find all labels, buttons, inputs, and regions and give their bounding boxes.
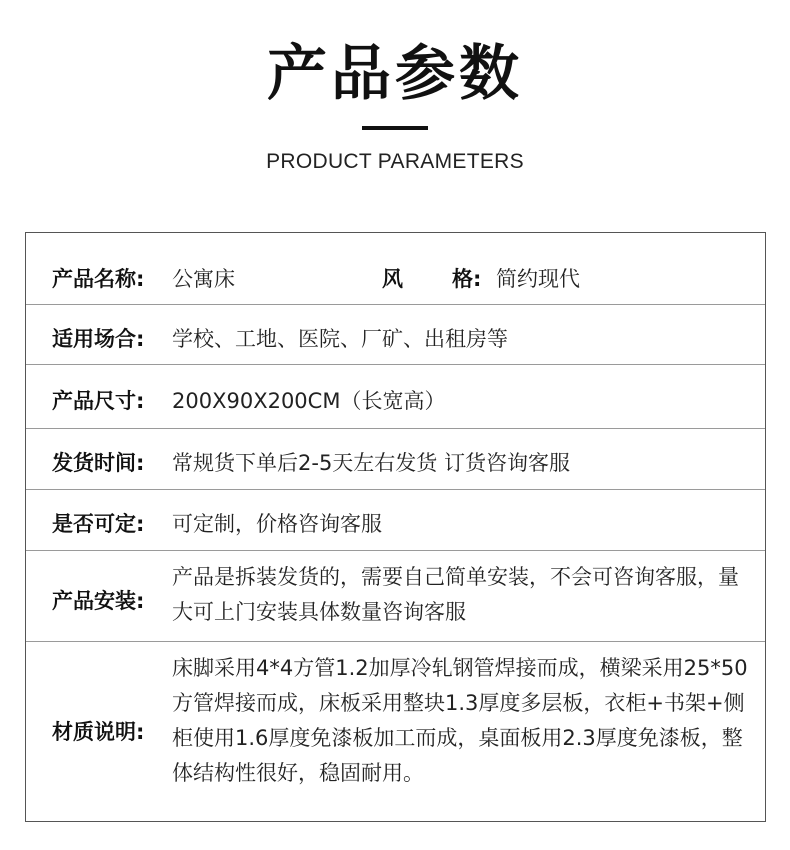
install-label: 产品安装: [52,589,145,613]
page-subtitle: PRODUCT PARAMETERS [266,150,524,173]
row-material [26,642,765,822]
ship-value: 常规货下单后2-5天左右发货 订货咨询客服 [172,451,570,475]
parameters-table [25,232,766,822]
custom-label: 是否可定: [52,512,145,536]
name-label: 产品名称: [52,267,145,291]
title-underline [362,126,428,130]
occasion-value: 学校、工地、医院、厂矿、出租房等 [172,327,508,351]
page-title: 产品参数 [267,39,523,109]
style-value: 简约现代 [496,267,580,291]
row-occasion [26,305,765,365]
install-value: 产品是拆装发货的，需要自己简单安装，不会可咨询客服，量大可上门安装具体数量咨询客服 [172,565,739,624]
row-shipping [26,429,765,490]
ship-label: 发货时间: [52,451,145,475]
row-size [26,365,765,429]
row-customizable [26,490,765,551]
style-label-b: 格: [452,267,482,291]
style-label [382,263,481,293]
style-label-a: 风 [382,267,403,291]
name-value: 公寓床 [172,267,235,291]
material-label: 材质说明: [52,720,145,744]
custom-value: 可定制，价格咨询客服 [172,512,382,536]
occasion-label: 适用场合: [52,327,145,351]
material-value: 床脚采用4*4方管1.2加厚冷轧钢管焊接而成，横梁采用25*50方管焊接而成，床板采用整块1.3厚度多层板，衣柜+书架+侧柜使用1.6厚度免漆板加工而成，桌面板用2.3厚度免漆板，整体结构性很好，稳固耐用。 [172,656,748,785]
row-installation [26,551,765,642]
size-value: 200X90X200CM（长宽高） [172,389,446,413]
size-label: 产品尺寸: [52,389,145,413]
row-name-style [26,233,765,305]
